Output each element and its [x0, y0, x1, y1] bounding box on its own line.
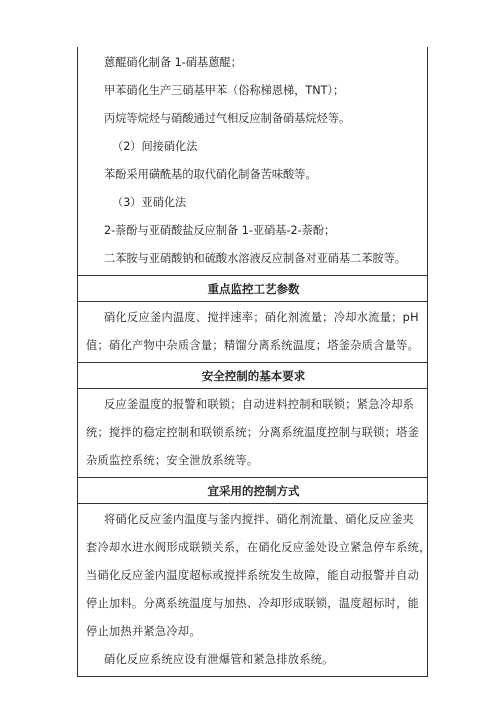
- nitration-methods-block: [78, 47, 427, 275]
- control-methods-body: [78, 504, 431, 676]
- text-line: 甲苯硝化生产三硝基甲苯（俗称梯恩梯，TNT）；: [104, 84, 345, 97]
- key-parameters-body: [78, 302, 427, 362]
- text-line: 当硝化反应釜内温度超标或搅拌系统发生故障，能自动报警并自动: [86, 569, 420, 582]
- text-line: 硝化反应釜内温度、搅拌速率；硝化剂流量；冷却水流量；pH: [104, 311, 419, 324]
- subheading-indirect-nitration: （2）间接硝化法: [112, 140, 198, 153]
- text-line: 停止加料。分离系统温度与加热、冷却形成联锁，温度超标时，能: [86, 597, 420, 610]
- text-line: 将硝化反应釜内温度与釜内搅拌、硝化剂流量、硝化反应釜夹: [104, 513, 415, 526]
- document-table: [77, 47, 431, 677]
- text-line: 苯酚采用磺酰基的取代硝化制备苦味酸等。: [104, 168, 317, 181]
- text-line: 统；搅拌的稳定控制和联锁系统；分离系统温度控制与联锁；塔釜: [86, 426, 420, 439]
- text-line: 2-萘酚与亚硝酸盐反应制备 1-亚硝基-2-萘酚；: [104, 224, 336, 237]
- text-line: 反应釜温度的报警和联锁；自动进料控制和联锁；紧急冷却系: [104, 398, 415, 411]
- text-line: 二苯胺与亚硝酸钠和硫酸水溶液反应制备对亚硝基二苯胺等。: [104, 252, 407, 265]
- section-title-key-parameters: 重点监控工艺参数: [78, 275, 427, 302]
- subheading-nitrosation: （3）亚硝化法: [112, 196, 187, 209]
- safety-requirements-body: [78, 389, 427, 477]
- text-line: 杂质监控系统；安全泄放系统等。: [86, 454, 259, 467]
- section-title-control-methods: 宜采用的控制方式: [78, 477, 427, 504]
- text-line: 套冷却水进水阀形成联锁关系，在硝化反应釜处设立紧急停车系统，: [86, 541, 431, 554]
- text-line: 蒽醌硝化制备 1-硝基蒽醌；: [104, 56, 242, 69]
- section-title-safety-requirements: 安全控制的基本要求: [78, 362, 427, 389]
- text-line: 停止加热并紧急冷却。: [86, 625, 201, 638]
- text-line: 值；硝化产物中杂质含量；精馏分离系统温度；塔釜杂质含量等。: [86, 339, 420, 352]
- text-line: 丙烷等烷烃与硝酸通过气相反应制备硝基烷烃等。: [104, 112, 351, 125]
- text-line: 硝化反应系统应设有泄爆管和紧急排放系统。: [104, 653, 334, 666]
